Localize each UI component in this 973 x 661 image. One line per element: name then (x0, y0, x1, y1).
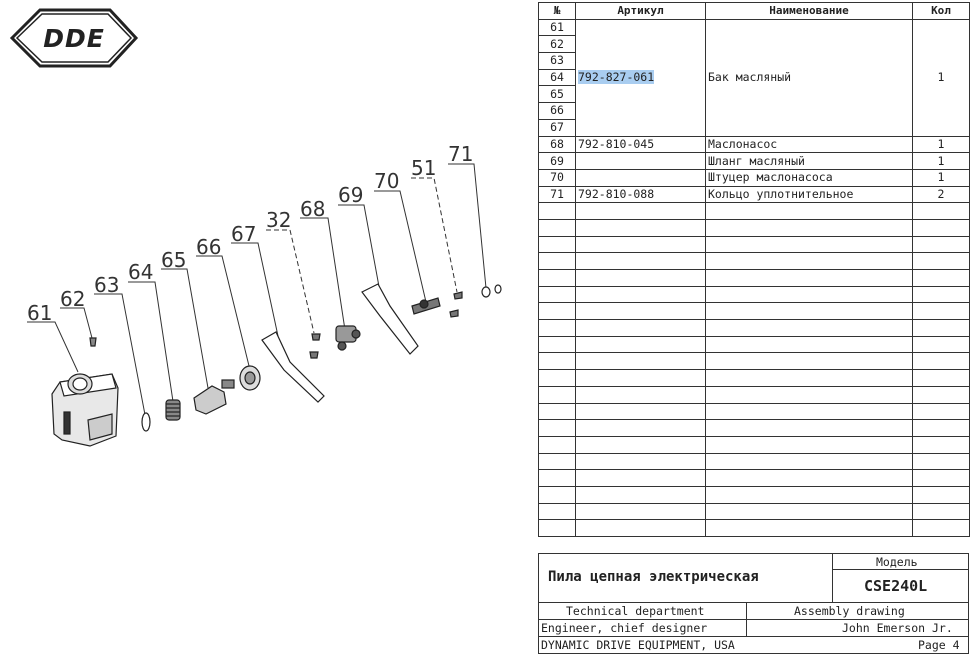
empty-cell (913, 270, 970, 287)
empty-cell (576, 320, 706, 337)
leader-51 (411, 178, 457, 292)
empty-cell (913, 353, 970, 370)
empty-cell (706, 470, 913, 487)
screw-32-part (312, 334, 320, 340)
empty-cell (706, 320, 913, 337)
empty-table-row (539, 470, 970, 487)
empty-cell (576, 253, 706, 270)
table-row (539, 136, 970, 153)
empty-cell (539, 436, 576, 453)
empty-cell (913, 219, 970, 236)
callout-62: 62 (60, 287, 86, 311)
empty-cell (913, 470, 970, 487)
model-value: CSE240L (864, 577, 928, 595)
empty-cell (913, 420, 970, 437)
empty-cell (539, 370, 576, 387)
empty-cell (539, 303, 576, 320)
callout-32: 32 (266, 208, 292, 232)
leader-61 (27, 322, 78, 372)
empty-cell (576, 520, 706, 537)
empty-cell (576, 386, 706, 403)
empty-cell (576, 203, 706, 220)
empty-cell (913, 453, 970, 470)
empty-cell (913, 503, 970, 520)
empty-cell (539, 236, 576, 253)
row-num: 69 (539, 153, 576, 170)
callout-65: 65 (161, 248, 187, 272)
empty-table-row (539, 453, 970, 470)
leader-69 (338, 205, 380, 292)
hose-67-part (262, 332, 324, 402)
pump-68-part (336, 326, 360, 350)
cap-part (240, 366, 260, 390)
empty-cell (706, 436, 913, 453)
empty-cell (576, 353, 706, 370)
row-num: 68 (539, 136, 576, 153)
callout-64: 64 (128, 260, 154, 284)
leader-68 (300, 218, 345, 330)
callout-61: 61 (27, 301, 53, 325)
empty-cell (576, 270, 706, 287)
row-name: Шланг масляный (706, 153, 913, 170)
hose-69-part (362, 284, 418, 354)
row-article[interactable]: 792-827-061 (576, 19, 706, 136)
empty-cell (913, 436, 970, 453)
ring-71-part (482, 287, 490, 297)
empty-cell (706, 453, 913, 470)
empty-table-row (539, 236, 970, 253)
empty-cell (539, 403, 576, 420)
title-block (538, 553, 969, 657)
empty-cell (539, 420, 576, 437)
model-label: Модель (876, 555, 918, 569)
empty-cell (913, 486, 970, 503)
empty-table-row (539, 436, 970, 453)
empty-cell (706, 236, 913, 253)
callout-67: 67 (231, 222, 257, 246)
empty-table-row (539, 386, 970, 403)
empty-cell (706, 503, 913, 520)
empty-table-row (539, 303, 970, 320)
leader-64 (128, 282, 174, 408)
row-article: 792-810-045 (576, 136, 706, 153)
empty-cell (706, 336, 913, 353)
empty-cell (539, 486, 576, 503)
row-article (576, 153, 706, 170)
empty-table-row (539, 203, 970, 220)
empty-cell (706, 270, 913, 287)
empty-table-row (539, 520, 970, 537)
empty-table-row (539, 336, 970, 353)
empty-cell (539, 270, 576, 287)
empty-cell (913, 320, 970, 337)
empty-cell (706, 286, 913, 303)
spring-part (166, 400, 180, 420)
empty-cell (539, 520, 576, 537)
callout-68: 68 (300, 197, 326, 221)
row-qty: 1 (913, 153, 970, 170)
empty-cell (539, 253, 576, 270)
ring-part (142, 413, 150, 431)
parts-table (538, 2, 970, 537)
empty-cell (706, 420, 913, 437)
empty-cell (913, 403, 970, 420)
empty-cell (913, 303, 970, 320)
screw-51b-part (450, 310, 458, 317)
empty-cell (706, 219, 913, 236)
table-row (539, 19, 970, 36)
row-num: 66 (539, 103, 576, 120)
leader-62 (60, 308, 92, 338)
row-name: Кольцо уплотнительное (706, 186, 913, 203)
empty-cell (706, 203, 913, 220)
empty-cell (576, 436, 706, 453)
empty-cell (913, 286, 970, 303)
empty-cell (576, 503, 706, 520)
row-num: 67 (539, 119, 576, 136)
empty-cell (539, 453, 576, 470)
empty-cell (539, 203, 576, 220)
empty-cell (576, 286, 706, 303)
ring-71b-part (495, 285, 501, 293)
empty-table-row (539, 370, 970, 387)
empty-cell (913, 370, 970, 387)
fitting-part (412, 298, 440, 314)
empty-cell (913, 386, 970, 403)
empty-cell (706, 403, 913, 420)
callout-70: 70 (374, 169, 400, 193)
dde-logo (12, 10, 136, 66)
col-header-qty: Кол (913, 3, 970, 20)
leader-71 (448, 164, 486, 288)
col-header-article: Артикул (576, 3, 706, 20)
logo-text: DDE (43, 24, 105, 53)
row-article: 792-810-088 (576, 186, 706, 203)
col-header-num: № (539, 3, 576, 20)
row-qty: 2 (913, 186, 970, 203)
empty-cell (576, 236, 706, 253)
empty-cell (913, 253, 970, 270)
screw-part (90, 338, 96, 346)
screw-32b-part (310, 352, 318, 358)
row-num: 65 (539, 86, 576, 103)
row-name: Штуцер маслонасоса (706, 169, 913, 186)
empty-cell (576, 420, 706, 437)
empty-table-row (539, 320, 970, 337)
row-qty: 1 (913, 136, 970, 153)
table-header-row (539, 3, 970, 20)
page-number: Page 4 (918, 638, 960, 652)
empty-cell (576, 219, 706, 236)
empty-cell (539, 219, 576, 236)
row-num: 63 (539, 53, 576, 70)
empty-cell (539, 503, 576, 520)
empty-table-row (539, 353, 970, 370)
callout-71: 71 (448, 142, 474, 166)
leader-70 (374, 191, 426, 302)
oil-tank-part (52, 374, 118, 446)
empty-table-row (539, 253, 970, 270)
callout-66: 66 (196, 235, 222, 259)
row-article (576, 169, 706, 186)
pump-body-part (194, 380, 234, 414)
empty-cell (913, 520, 970, 537)
row-num: 64 (539, 69, 576, 86)
callout-51: 51 (411, 156, 437, 180)
empty-cell (576, 370, 706, 387)
role: Engineer, chief designer (541, 621, 708, 635)
empty-cell (576, 303, 706, 320)
empty-cell (539, 353, 576, 370)
empty-cell (576, 453, 706, 470)
leader-32 (266, 230, 314, 333)
row-qty: 1 (913, 169, 970, 186)
empty-cell (706, 486, 913, 503)
row-num: 61 (539, 19, 576, 36)
empty-cell (706, 386, 913, 403)
empty-table-row (539, 219, 970, 236)
empty-cell (539, 286, 576, 303)
empty-table-row (539, 403, 970, 420)
row-name: Бак масляный (706, 19, 913, 136)
screw-51-part (454, 292, 462, 299)
empty-table-row (539, 420, 970, 437)
empty-cell (576, 403, 706, 420)
empty-cell (706, 303, 913, 320)
col-header-name: Наименование (706, 3, 913, 20)
leader-66 (196, 256, 250, 370)
row-num: 62 (539, 36, 576, 53)
empty-table-row (539, 270, 970, 287)
empty-cell (706, 370, 913, 387)
empty-cell (913, 336, 970, 353)
table-row (539, 169, 970, 186)
person: John Emerson Jr. (842, 621, 953, 635)
empty-cell (913, 236, 970, 253)
doc-type: Assembly drawing (794, 604, 905, 618)
empty-table-row (539, 286, 970, 303)
table-row (539, 153, 970, 170)
empty-cell (576, 336, 706, 353)
empty-cell (576, 486, 706, 503)
empty-cell (539, 386, 576, 403)
empty-cell (539, 336, 576, 353)
empty-cell (539, 320, 576, 337)
department: Technical department (566, 604, 705, 618)
row-num: 70 (539, 169, 576, 186)
company: DYNAMIC DRIVE EQUIPMENT, USA (541, 638, 735, 652)
callout-63: 63 (94, 273, 120, 297)
empty-cell (913, 203, 970, 220)
table-row (539, 186, 970, 203)
row-qty: 1 (913, 19, 970, 136)
empty-cell (706, 520, 913, 537)
empty-cell (706, 253, 913, 270)
empty-cell (539, 470, 576, 487)
empty-cell (706, 353, 913, 370)
row-name: Маслонасос (706, 136, 913, 153)
empty-table-row (539, 503, 970, 520)
callout-69: 69 (338, 183, 364, 207)
empty-cell (576, 470, 706, 487)
empty-table-row (539, 486, 970, 503)
empty-rows (539, 203, 970, 537)
row-num: 71 (539, 186, 576, 203)
product-title: Пила цепная электрическая (548, 569, 759, 585)
